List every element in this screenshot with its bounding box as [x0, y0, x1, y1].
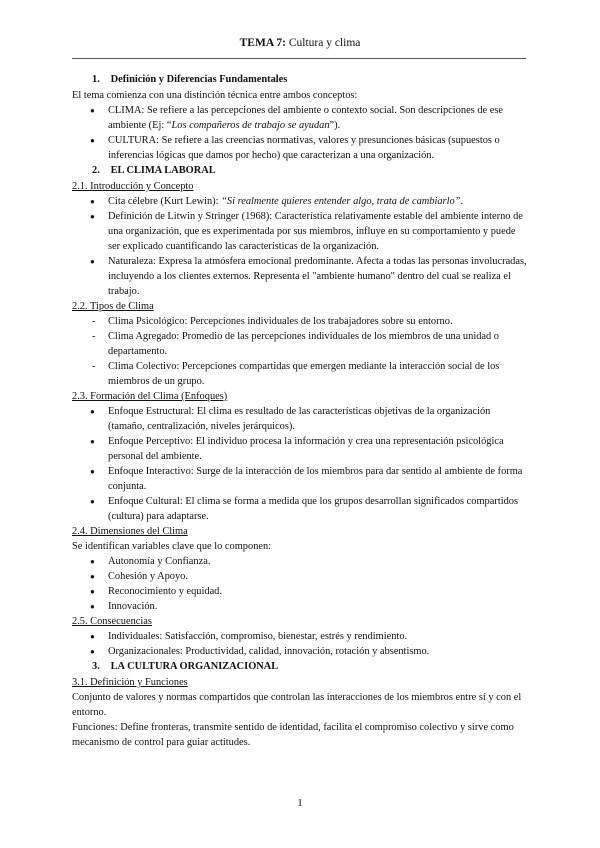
- header-title: Cultura y clima: [288, 37, 361, 49]
- page-number: 1: [297, 797, 303, 809]
- list-item-cita: ● Cita célebre (Kurt Lewin): “Si realmente quieres entender algo, trata de cambiarlo”.: [72, 194, 528, 209]
- subsection-2-1-heading: 2.1. Introducción y Concepto: [72, 181, 194, 192]
- section-3-functions: Funciones: Define fronteras, transmite sentido de identidad, facilita el compromiso colectivo y sirve como mecanismo de control para guiar actitudes.: [72, 722, 514, 748]
- section-3-definition: Conjunto de valores y normas compartidos que controlan las interacciones de los miembros entre sí y con el entorno.: [72, 692, 522, 718]
- list-item: ● Enfoque Interactivo: Surge de la interacción de los miembros para dar sentido al ambiente de forma conjunta.: [72, 464, 528, 494]
- subsection-2-5-heading: 2.5. Consecuencias: [72, 616, 152, 627]
- subsection-2-4-intro: Se identifican variables clave que lo componen:: [72, 541, 272, 552]
- document-body: [72, 72, 528, 750]
- list-item: ● Individuales: Satisfacción, compromiso, bienestar, estrés y rendimiento.: [72, 629, 528, 644]
- list-item: - Clima Psicológico: Percepciones individuales de los trabajadores sobre su entorno.: [72, 314, 528, 329]
- list-item: - Clima Agregado: Promedio de las percepciones individuales de los miembros de una unidad o departamento.: [72, 329, 528, 359]
- list-item-cultura: ● CULTURA: Se refiere a las creencias normativas, valores y presunciones básicas (supuestos o inferencias lógicas que damos por hecho) que caracterizan a una organización.: [72, 133, 528, 163]
- list-item-naturaleza: ● Naturaleza: Expresa la atmósfera emocional predominante. Afecta a todas las personas involucradas, incluyendo a los clientes externos. Representa el "ambiente humano" dentro del cual se realiza el trabajo.: [72, 254, 528, 299]
- section-3-heading: 3. LA CULTURA ORGANIZACIONAL: [92, 661, 279, 672]
- subsection-3-1-heading: 3.1. Definición y Funciones: [72, 677, 188, 688]
- list-item-clima: ● CLIMA: Se refiere a las percepciones del ambiente o contexto social. Son descripciones de ese ambiente (Ej: “Los compañeros de trabajo se ayudan”).: [72, 103, 528, 133]
- header-label: TEMA 7:: [239, 37, 286, 49]
- list-item: ● Cohesión y Apoyo.: [72, 569, 528, 584]
- header-rule: [72, 58, 526, 59]
- subsection-2-2-heading: 2.2. Tipos de Clima: [72, 301, 154, 312]
- subsection-2-3-heading: 2.3. Formación del Clima (Enfoques): [72, 391, 228, 402]
- subsection-2-2-list: [72, 314, 528, 389]
- subsection-2-1-list: [72, 194, 528, 299]
- section-2-heading: 2. EL CLIMA LABORAL: [92, 165, 216, 176]
- page-header: [0, 36, 600, 51]
- subsection-2-3-list: [72, 404, 528, 524]
- list-item: - Clima Colectivo: Percepciones compartidas que emergen mediante la interacción social de los miembros de un grupo.: [72, 359, 528, 389]
- list-item: ● Reconocimiento y equidad.: [72, 584, 528, 599]
- list-item: ● Autonomía y Confianza.: [72, 554, 528, 569]
- subsection-2-4-heading: 2.4. Dimensiones del Clima: [72, 526, 188, 537]
- subsection-2-4-list: [72, 554, 528, 614]
- list-item: ● Innovación.: [72, 599, 528, 614]
- list-item-litwin: ● Definición de Litwin y Stringer (1968): Característica relativamente estable del ambiente interno de una organización, que es experimentada por sus miembros, influye en su comportamiento y puede ser explicado cuantificando las características de la organización.: [72, 209, 528, 254]
- section-1-heading: 1. Definición y Diferencias Fundamentales: [92, 74, 288, 85]
- list-item: ● Enfoque Perceptivo: El individuo procesa la información y crea una representación psicológica personal del ambiente.: [72, 434, 528, 464]
- section-1-intro: El tema comienza con una distinción técnica entre ambos conceptos:: [72, 90, 358, 101]
- section-1-list: [72, 103, 528, 163]
- list-item: ● Enfoque Estructural: El clima es resultado de las características objetivas de la organización (tamaño, centralización, niveles jerárquicos).: [72, 404, 528, 434]
- list-item: ● Organizacionales: Productividad, calidad, innovación, rotación y absentismo.: [72, 644, 528, 659]
- subsection-2-5-list: [72, 629, 528, 659]
- list-item: ● Enfoque Cultural: El clima se forma a medida que los grupos desarrollan significados compartidos (cultura) para adaptarse.: [72, 494, 528, 524]
